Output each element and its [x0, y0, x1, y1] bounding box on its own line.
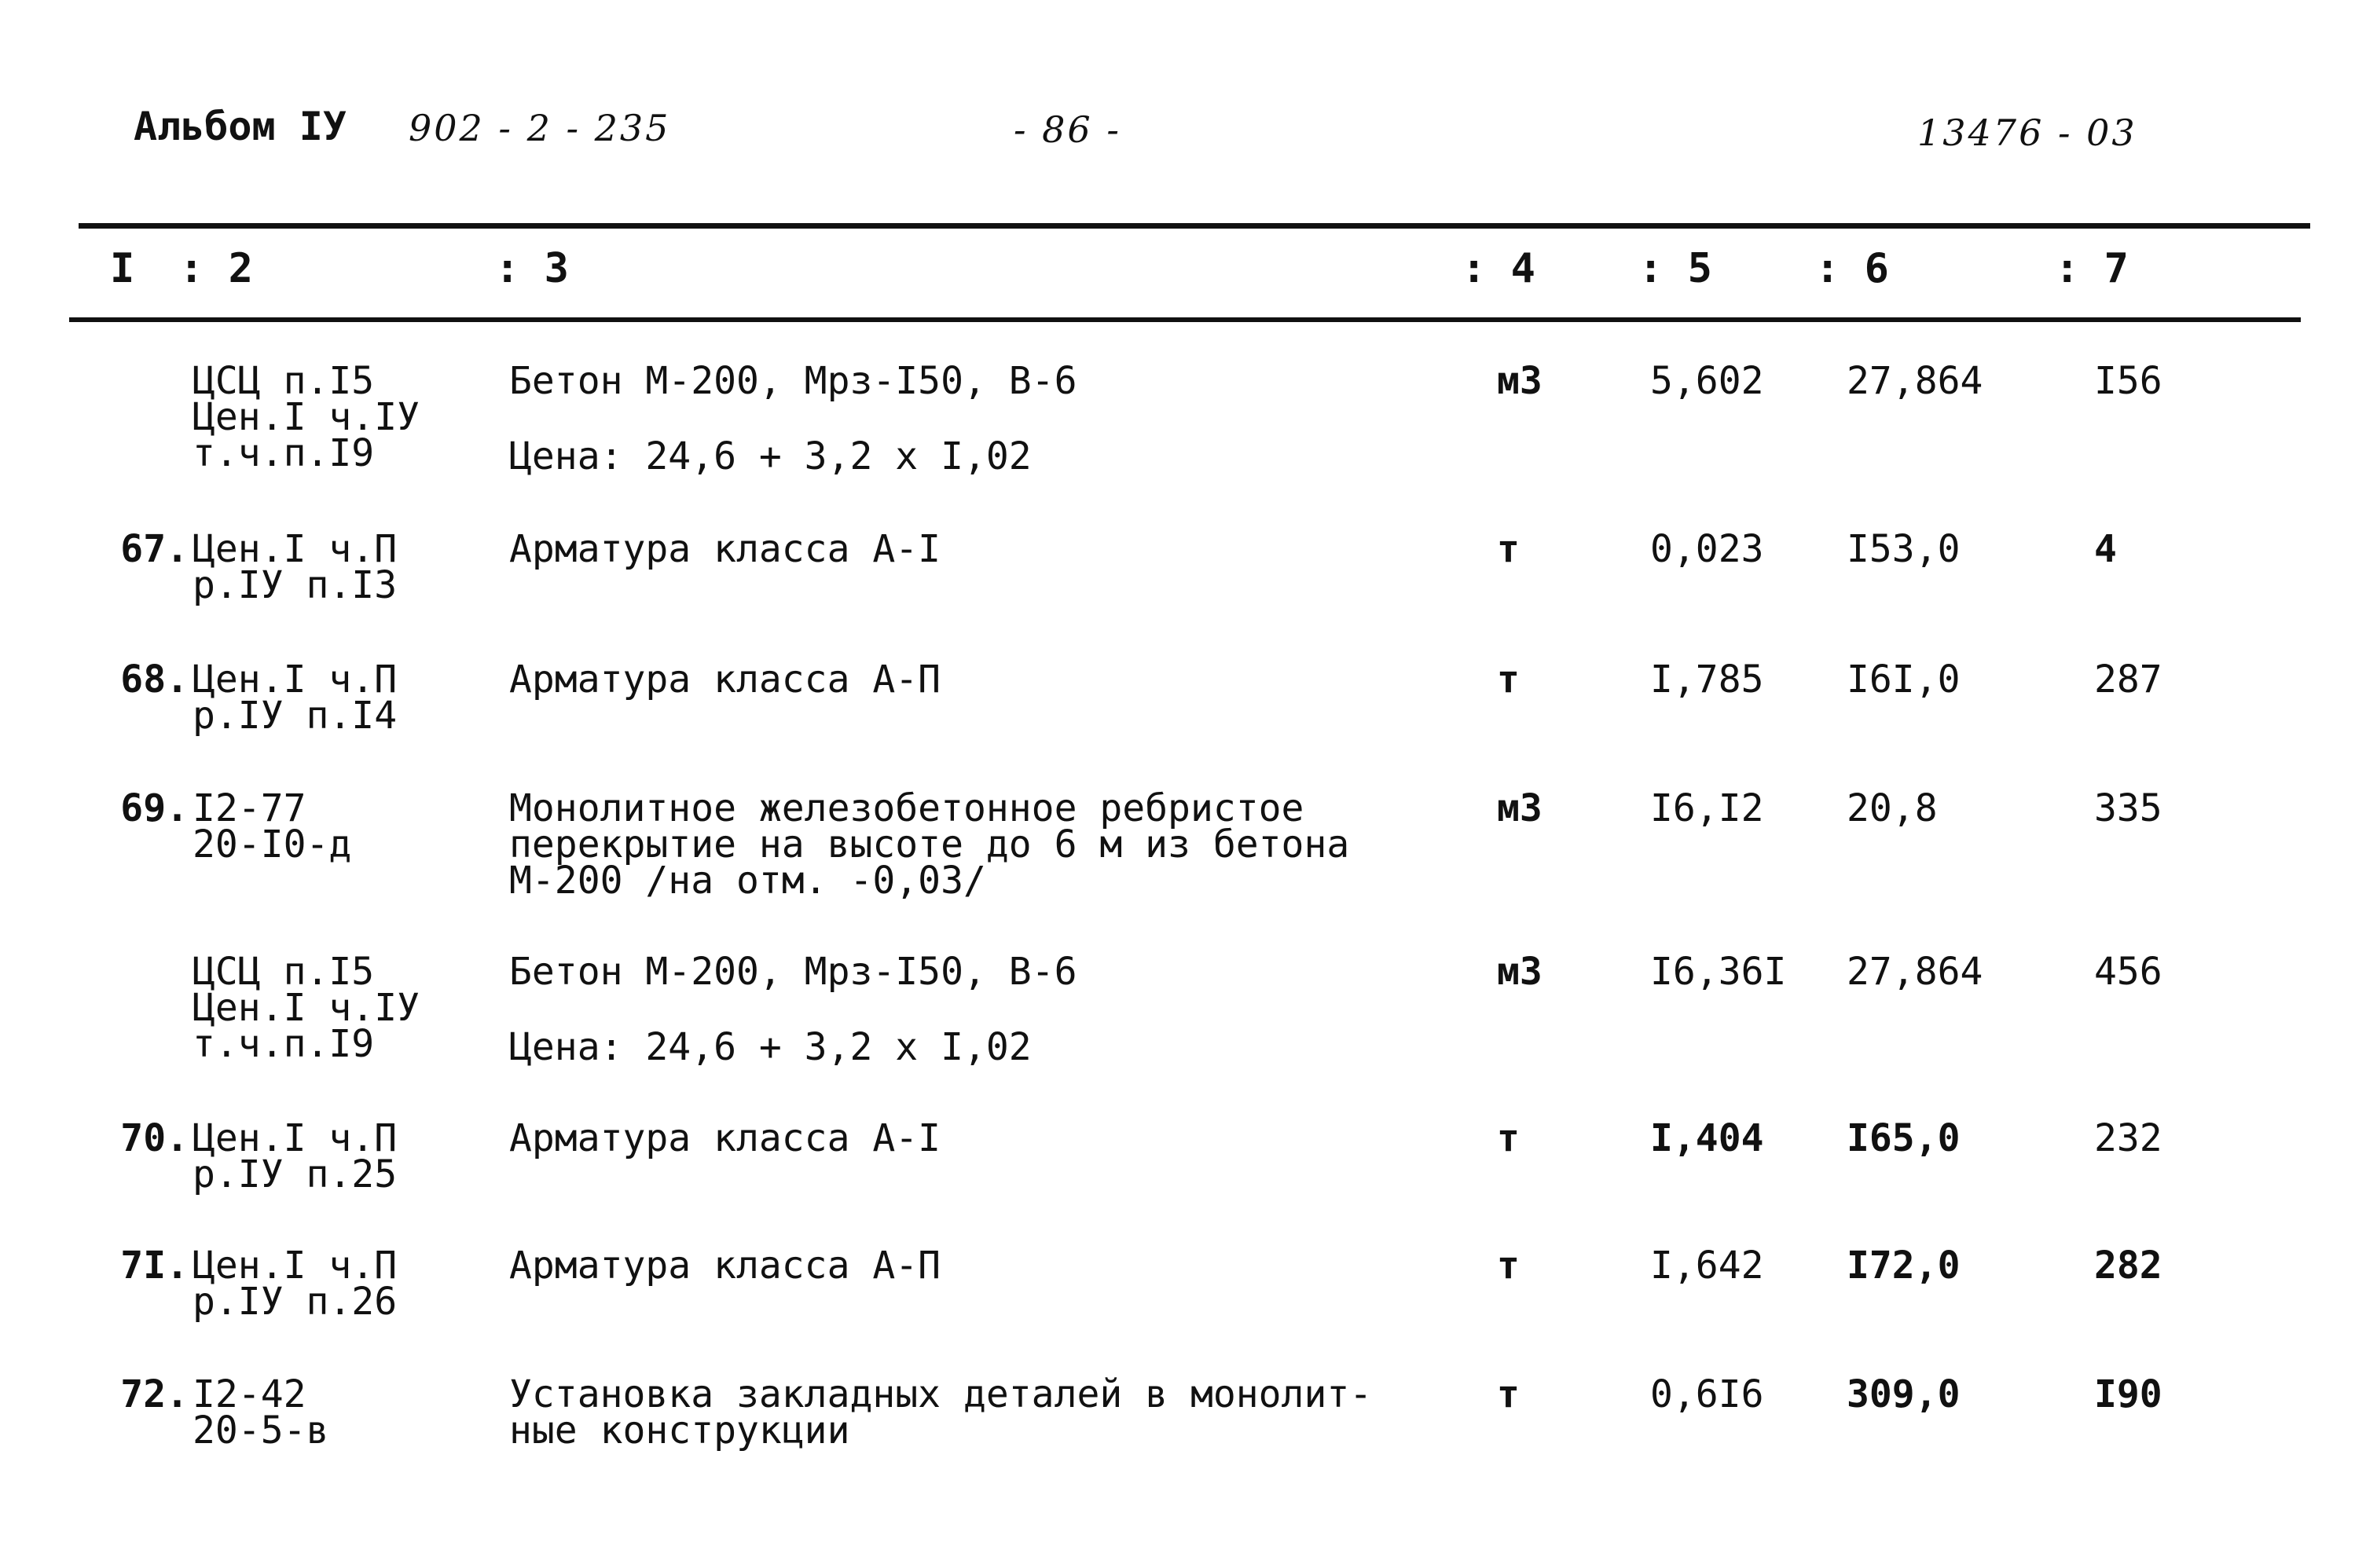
row-description: Арматура класса А-П [509, 658, 941, 702]
row-description: Бетон М-200, Мрз-I50, В-6 [509, 950, 1077, 994]
row-price: 309,0 [1847, 1372, 1961, 1416]
row-number: 67. [120, 527, 189, 571]
row-price: 27,864 [1847, 950, 1983, 994]
row-code: Цен.I ч.П р.IУ п.I4 [193, 658, 398, 738]
row-number: 7I. [120, 1244, 189, 1288]
row-quantity: I6,36I [1650, 950, 1787, 994]
row-unit: т [1497, 1116, 1520, 1160]
row-unit: т [1497, 527, 1520, 571]
row-number: 70. [120, 1116, 189, 1160]
row-price: I6I,0 [1847, 658, 1961, 702]
row-quantity: I,404 [1650, 1116, 1764, 1160]
row-price: I72,0 [1847, 1244, 1961, 1288]
col-2: : 2 [179, 245, 253, 292]
document-number: 13476 - 03 [1917, 112, 2137, 154]
row-description: Арматура класса А-I [509, 1116, 941, 1160]
row-unit: м3 [1497, 786, 1542, 830]
col-5: : 5 [1638, 245, 1712, 292]
row-code: I2-42 20-5-в [193, 1372, 329, 1453]
row-number: 72. [120, 1372, 189, 1416]
row-total: 282 [2094, 1244, 2162, 1288]
row-unit: т [1497, 1372, 1520, 1416]
row-number: 69. [120, 786, 189, 830]
row-total: 456 [2094, 950, 2162, 994]
row-total: 4 [2094, 527, 2117, 571]
row-code: Цен.I ч.П р.IУ п.I3 [193, 527, 398, 607]
row-quantity: 0,6I6 [1650, 1372, 1764, 1416]
row-number: 68. [120, 658, 189, 702]
page-number: - 86 - [1014, 108, 1121, 151]
row-description: Монолитное железобетонное ребристое перекрытие на высоте до 6 м из бетона М-200 /на отм. -0,03/ [509, 786, 1350, 903]
row-code: ЦСЦ п.I5 Цен.I ч.IУ т.ч.п.I9 [193, 950, 420, 1066]
row-unit: м3 [1497, 359, 1542, 403]
row-price: 27,864 [1847, 359, 1983, 403]
row-code: Цен.I ч.П р.IУ п.25 [193, 1116, 398, 1196]
row-quantity: I6,I2 [1650, 786, 1764, 830]
col-3: : 3 [495, 245, 569, 292]
row-total: 232 [2094, 1116, 2162, 1160]
col-7: : 7 [2055, 245, 2129, 292]
row-unit: т [1497, 1244, 1520, 1288]
col-4: : 4 [1462, 245, 1535, 292]
project-code: 902 - 2 - 235 [409, 107, 671, 149]
row-unit: т [1497, 658, 1520, 702]
row-code: I2-77 20-I0-д [193, 786, 352, 866]
row-quantity: I,642 [1650, 1244, 1764, 1288]
row-quantity: 5,602 [1650, 359, 1764, 403]
row-total: 335 [2094, 786, 2162, 830]
col-6: : 6 [1815, 245, 1889, 292]
row-code: ЦСЦ п.I5 Цен.I ч.IУ т.ч.п.I9 [193, 359, 420, 475]
table-header-rule [69, 317, 2301, 322]
row-quantity: I,785 [1650, 658, 1764, 702]
col-1: I [110, 245, 135, 292]
row-code: Цен.I ч.П р.IУ п.26 [193, 1244, 398, 1324]
row-price: 20,8 [1847, 786, 1938, 830]
row-total: 287 [2094, 658, 2162, 702]
row-quantity: 0,023 [1650, 527, 1764, 571]
row-total: I90 [2094, 1372, 2162, 1416]
row-description: Арматура класса А-П [509, 1244, 941, 1288]
table-top-rule [79, 223, 2310, 229]
row-total: I56 [2094, 359, 2162, 403]
row-description: Арматура класса А-I [509, 527, 941, 571]
album-label: Альбом IУ [134, 104, 347, 149]
row-unit: м3 [1497, 950, 1542, 994]
row-description: Бетон М-200, Мрз-I50, В-6 [509, 359, 1077, 403]
row-price: I53,0 [1847, 527, 1961, 571]
row-price-note: Цена: 24,6 + 3,2 x I,02 [509, 434, 1032, 478]
row-price-note: Цена: 24,6 + 3,2 x I,02 [509, 1025, 1032, 1069]
row-description: Установка закладных деталей в монолит- ные конструкции [509, 1372, 1373, 1453]
row-price: I65,0 [1847, 1116, 1961, 1160]
